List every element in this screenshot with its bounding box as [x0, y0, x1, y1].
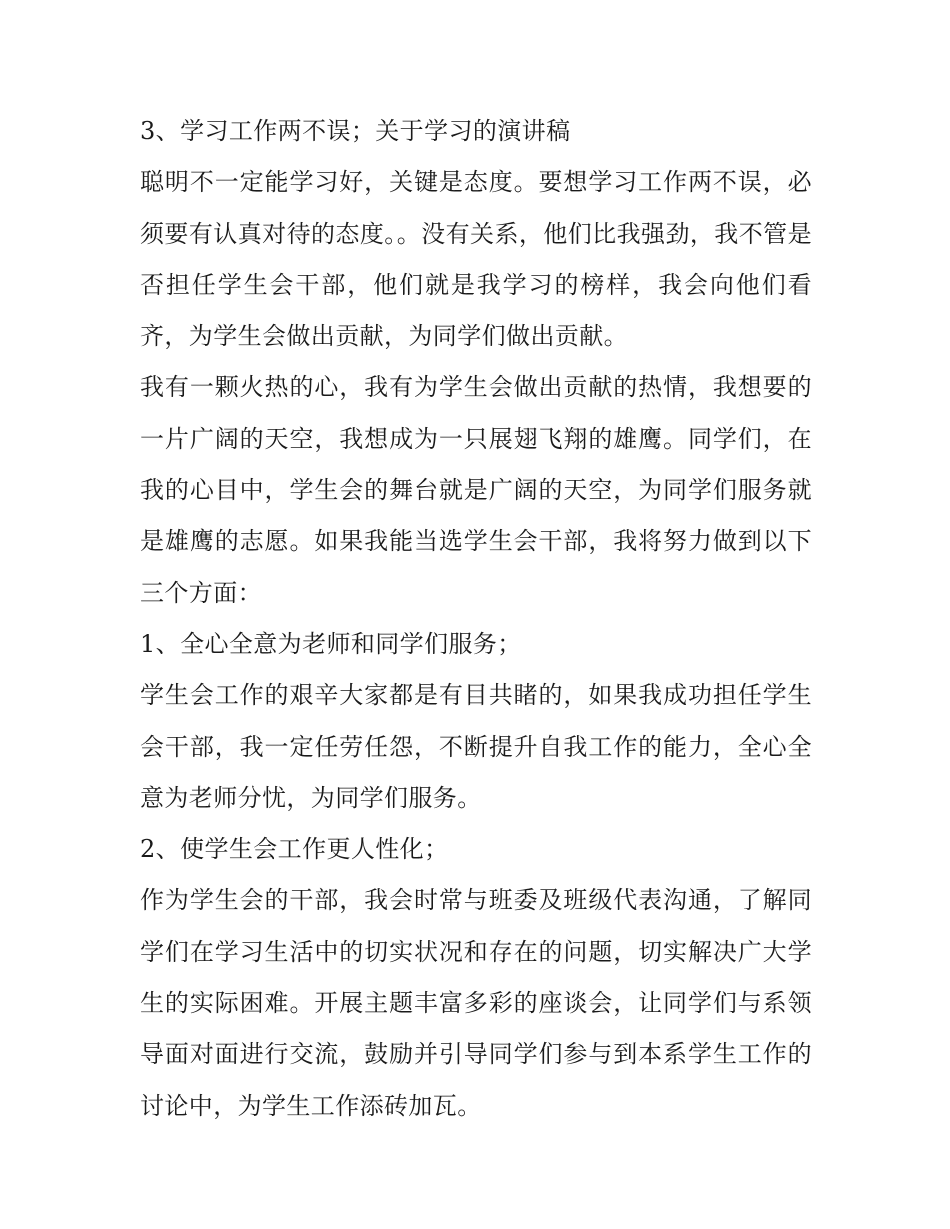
- paragraph: 学生会工作的艰辛大家都是有目共睹的，如果我成功担任学生会干部，我一定任劳任怨，不断提升自我工作的能力，全心全意为老师分忧，为同学们服务。: [140, 681, 812, 812]
- section-heading-1: 1、全心全意为老师和同学们服务；: [140, 629, 522, 658]
- section-heading-2: 2、使学生会工作更人性化；: [140, 835, 449, 864]
- paragraph: 作为学生会的干部，我会时常与班委及班级代表沟通，了解同学们在学习生活中的切实状况和存在的问题，切实解决广大学生的实际困难。开展主题丰富多彩的座谈会，让同学们与系领导面对面进行交流，鼓励并引导同学们参与到本系学生工作的讨论中，为学生工作添砖加瓦。: [140, 886, 812, 1120]
- section-heading-3: 3、学习工作两不误；关于学习的演讲稿: [140, 117, 571, 145]
- paragraph: 聪明不一定能学习好，关键是态度。要想学习工作两不误，必须要有认真对待的态度。。没有关系，他们比我强劲，我不管是否担任学生会干部，他们就是我学习的榜样，我会向他们看齐，为学生会做出贡献，为同学们做出贡献。: [140, 168, 812, 351]
- paragraph: 我有一颗火热的心，我有为学生会做出贡献的热情，我想要的一片广阔的天空，我想成为一只展翅飞翔的雄鹰。同学们，在我的心目中，学生会的舞台就是广阔的天空，为同学们服务就是雄鹰的志愿。如果我能当选学生会干部，我将努力做到以下三个方面：: [140, 373, 812, 607]
- document-body: [140, 106, 812, 1132]
